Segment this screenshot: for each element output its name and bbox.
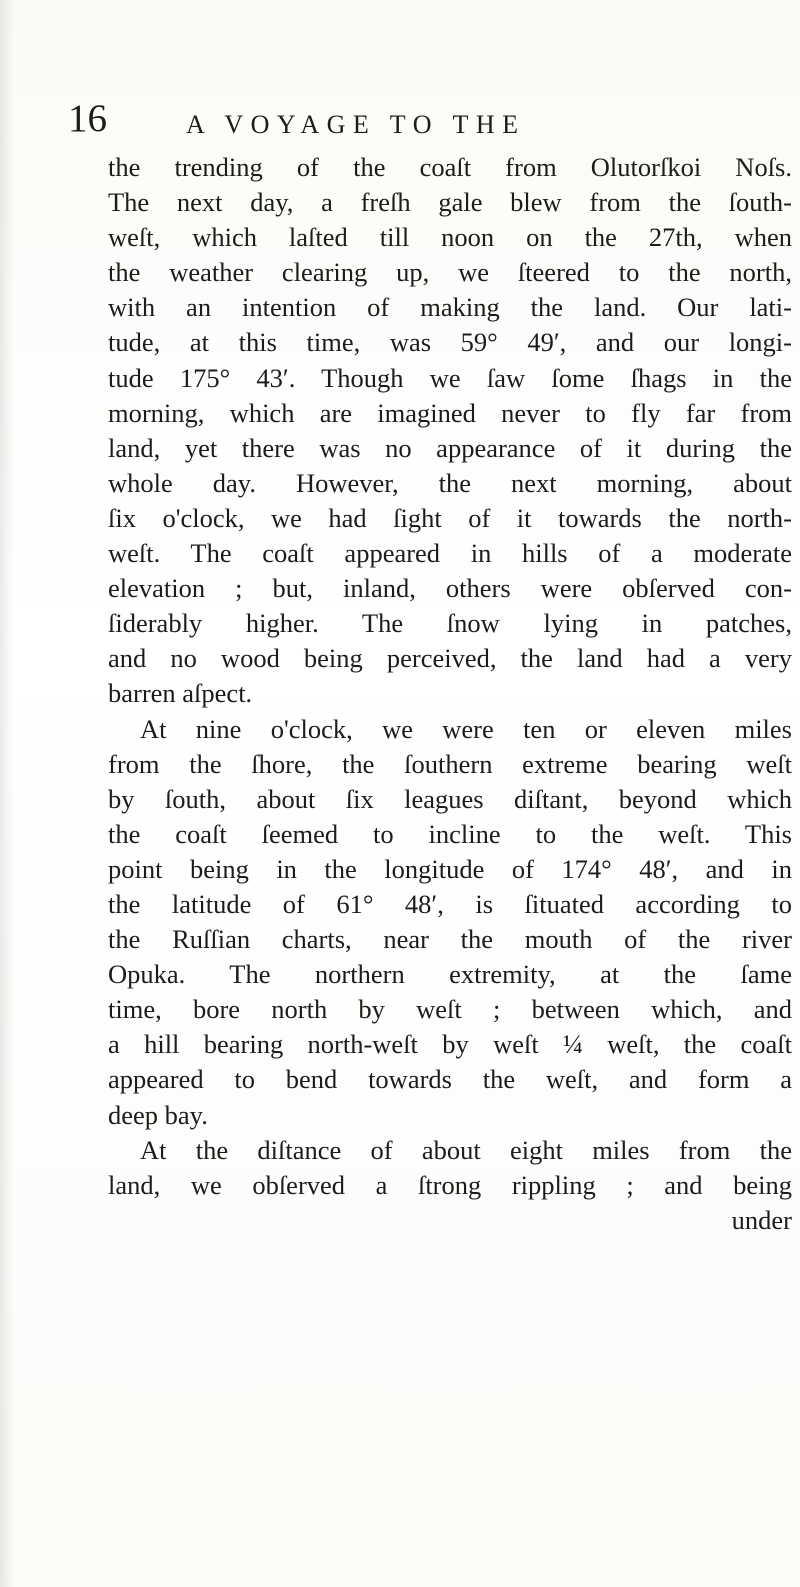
page-number: 16 [68, 97, 107, 140]
text-line: deep bay. [108, 1099, 208, 1130]
text-line: land, yet there was no appearance of it during the [108, 432, 792, 463]
text-line: the trending of the coaſt from Olutorſkoi Noſs. [108, 152, 792, 182]
text-line: by ſouth, about ſix leagues diſtant, beyond which [108, 783, 792, 814]
text-line: The next day, a freſh gale blew from the ſouth- [108, 187, 792, 218]
text-line: point being in the longitude of 174° 48′, and in [108, 853, 792, 884]
text-line: Opuka. The northern extremity, at the ſame [108, 959, 792, 990]
text-line: weſt, which laſted till noon on the 27th, when [108, 222, 792, 253]
text-line: whole day. However, the next morning, about [108, 467, 792, 498]
paragraph-start-line: At nine o'clock, we were ten or eleven miles [140, 713, 792, 744]
text-line: time, bore north by weſt ; between which, and [108, 994, 792, 1025]
text-line: the coaſt ſeemed to incline to the weſt. This [108, 818, 792, 849]
text-line: from the ſhore, the ſouthern extreme bearing weſt [108, 748, 792, 779]
text-line: morning, which are imagined never to fly far from [108, 397, 792, 428]
body-text [108, 150, 792, 1238]
text-line: the Ruſſian charts, near the mouth of the river [108, 924, 792, 955]
text-line: weſt. The coaſt appeared in hills of a moderate [108, 538, 792, 569]
text-line: the weather clearing up, we ſteered to the north, [108, 257, 792, 288]
running-header [68, 94, 768, 144]
page-gutter-shadow [0, 0, 14, 1587]
text-line: a hill bearing north-weſt by weſt ¼ weſt, the coaſt [108, 1029, 792, 1060]
text-line: elevation ; but, inland, others were obſerved con- [108, 573, 792, 604]
text-line: and no wood being perceived, the land had a very [108, 643, 792, 674]
paragraph-start-line: At the diſtance of about eight miles from the [140, 1134, 792, 1165]
text-line: barren aſpect. [108, 678, 253, 709]
running-title: A VOYAGE TO THE [186, 110, 526, 139]
text-line: tude, at this time, was 59° 49′, and our longi- [108, 327, 792, 358]
text-line: ſiderably higher. The ſnow lying in patches, [108, 608, 792, 639]
text-line: land, we obſerved a ſtrong rippling ; and being [108, 1169, 792, 1200]
text-line: appeared to bend towards the weſt, and form a [108, 1064, 792, 1095]
catchword: under [731, 1204, 792, 1235]
text-line: ſix o'clock, we had ſight of it towards the north- [108, 502, 792, 533]
text-line: tude 175° 43′. Though we ſaw ſome ſhags in the [108, 362, 792, 393]
text-line: with an intention of making the land. Our lati- [108, 292, 792, 323]
text-line: the latitude of 61° 48′, is ſituated according to [108, 888, 792, 919]
